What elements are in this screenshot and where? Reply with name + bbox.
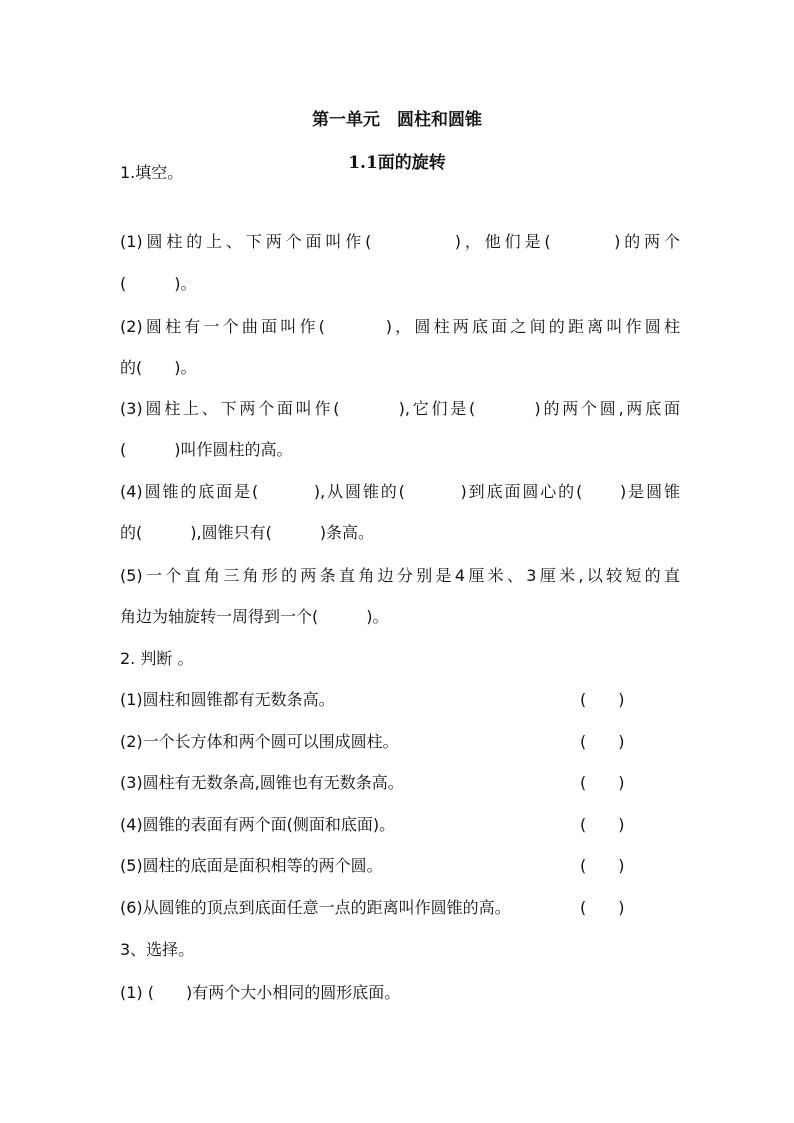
lesson-subtitle: 1.1面的旋转: [348, 153, 446, 173]
section-heading-multiple-choice: 3、选择。: [120, 940, 195, 959]
judgment-answer-blank[interactable]: ( ): [580, 732, 625, 751]
judgment-answer-blank[interactable]: ( ): [580, 690, 625, 709]
judgment-answer-blank[interactable]: ( ): [580, 773, 625, 792]
question-line: (1)圆柱的上、下两个面叫作( )，他们是( )的两个: [120, 232, 680, 251]
question-line: ( )叫作圆柱的高。: [120, 440, 293, 459]
judgment-answer-blank[interactable]: ( ): [580, 815, 625, 834]
judgment-answer-blank[interactable]: ( ): [580, 856, 625, 875]
choice-question-line: (1) ( )有两个大小相同的圆形底面。: [120, 983, 401, 1002]
judgment-item-text: (6)从圆锥的顶点到底面任意一点的距离叫作圆锥的高。: [120, 898, 511, 917]
section-heading-true-false: 2. 判断 。: [120, 649, 194, 668]
judgment-answer-blank[interactable]: ( ): [580, 898, 625, 917]
judgment-item-text: (5)圆柱的底面是面积相等的两个圆。: [120, 856, 383, 875]
question-line: (4)圆锥的底面是( ),从圆锥的( )到底面圆心的( )是圆锥: [120, 482, 680, 501]
judgment-item-text: (4)圆锥的表面有两个面(侧面和底面)。: [120, 815, 396, 834]
question-line: 的( ),圆锥只有( )条高。: [120, 523, 375, 542]
question-line: (2)圆柱有一个曲面叫作( )，圆柱两底面之间的距离叫作圆柱: [120, 317, 680, 336]
section-heading-fill-blank: 1.填空。: [120, 163, 184, 182]
judgment-item-text: (3)圆柱有无数条高,圆锥也有无数条高。: [120, 773, 404, 792]
question-line: (3)圆柱上、下两个面叫作( ),它们是( )的两个圆,两底面: [120, 399, 680, 418]
judgment-item-text: (1)圆柱和圆锥都有无数条高。: [120, 690, 335, 709]
page-title: 第一单元 圆柱和圆锥: [312, 110, 482, 130]
judgment-item-text: (2)一个长方体和两个圆可以围成圆柱。: [120, 732, 399, 751]
question-line: ( )。: [120, 274, 197, 293]
question-line: 的( )。: [120, 358, 197, 377]
question-line: 角边为轴旋转一周得到一个( )。: [120, 607, 389, 626]
question-line: (5)一个直角三角形的两条直角边分别是4厘米、3厘米,以较短的直: [120, 566, 680, 585]
